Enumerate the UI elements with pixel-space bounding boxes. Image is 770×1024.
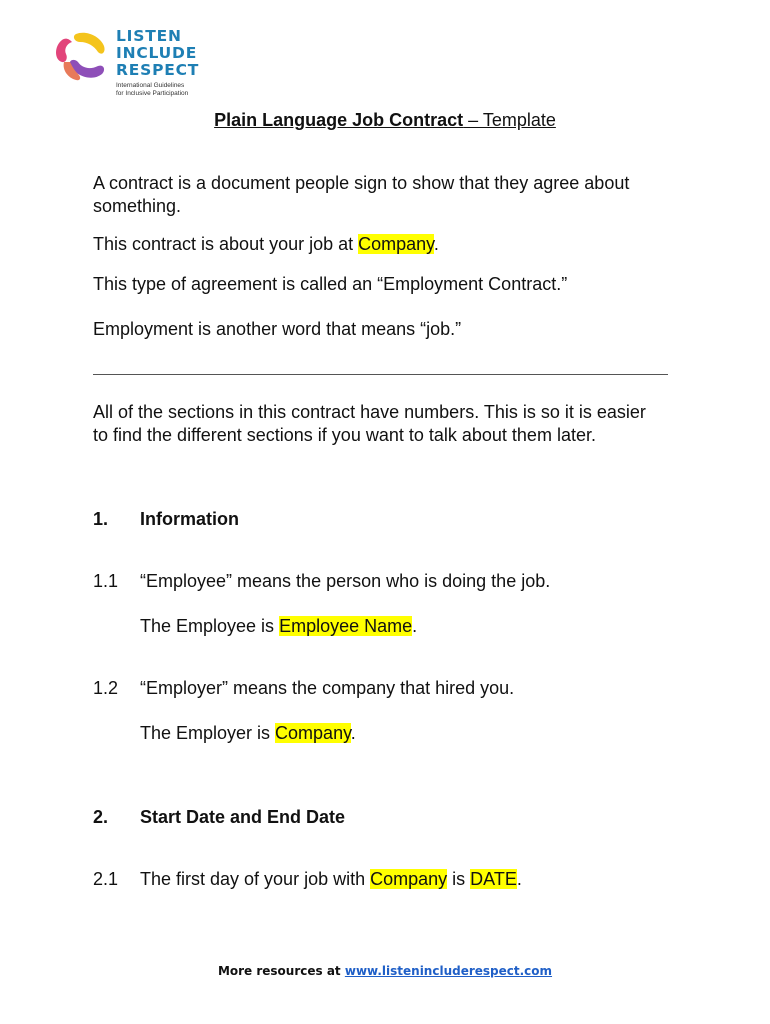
tagline-line-2: for Inclusive Participation xyxy=(116,89,189,97)
logo-tagline xyxy=(116,82,216,97)
date-placeholder: DATE xyxy=(470,869,517,889)
intro-p2-end: . xyxy=(433,234,439,254)
section-1-2-text: “Employer” means the company that hired you. xyxy=(140,678,515,698)
employee-end: . xyxy=(412,616,418,636)
logo xyxy=(52,28,212,100)
employee-name-placeholder: Employee Name xyxy=(279,616,413,636)
section-2-1-text xyxy=(140,868,700,891)
section-1-1-sub xyxy=(140,615,700,638)
section-2-heading: Start Date and End Date xyxy=(140,807,346,827)
sections-note: All of the sections in this contract have numbers. This is so it is easier to find the different sections if you want to talk about them later. xyxy=(93,402,646,445)
employer-company-placeholder: Company xyxy=(275,723,351,743)
section-1-1-number: 1.1 xyxy=(93,571,119,591)
footer-text: More resources at xyxy=(217,964,345,978)
title-rest: – Template xyxy=(463,110,556,130)
section-2-number: 2. xyxy=(93,807,109,827)
intro-p2-text: This contract is about your job at xyxy=(93,234,359,254)
section-1-2-sub xyxy=(140,722,700,745)
intro-paragraph-3: This type of agreement is called an “Employment Contract.” xyxy=(93,274,568,294)
tagline-line-1: International Guidelines xyxy=(116,82,185,89)
employee-is-text: The Employee is xyxy=(140,616,280,636)
company-placeholder: Company xyxy=(358,234,434,254)
employer-end: . xyxy=(350,723,356,743)
footer-link[interactable]: www.listenincluderespect.com xyxy=(344,964,553,978)
title-bold: Plain Language Job Contract xyxy=(214,110,464,130)
section-2-1-number: 2.1 xyxy=(93,869,119,889)
footer xyxy=(0,964,770,978)
brand-line-2: INCLUDE xyxy=(116,44,198,62)
start-is-text: is xyxy=(447,869,471,889)
section-1-heading: Information xyxy=(140,509,239,529)
intro-paragraph-2 xyxy=(93,233,683,256)
start-company-placeholder: Company xyxy=(370,869,448,889)
page-title xyxy=(0,110,770,131)
start-date-text: The first day of your job with xyxy=(140,869,371,889)
start-end: . xyxy=(516,869,522,889)
brand-line-1: LISTEN xyxy=(116,27,182,45)
intro-paragraph-1: A contract is a document people sign to show that they agree about something. xyxy=(93,173,630,216)
brand-line-3: RESPECT xyxy=(116,61,200,79)
divider-line xyxy=(93,374,668,375)
colorful-swirl-logo-icon xyxy=(52,32,110,84)
section-1-2-number: 1.2 xyxy=(93,678,119,698)
intro-paragraph-4: Employment is another word that means “job.” xyxy=(93,319,462,339)
section-1-number: 1. xyxy=(93,509,109,529)
section-1-1-text: “Employee” means the person who is doing the job. xyxy=(140,571,551,591)
employer-is-text: The Employer is xyxy=(140,723,276,743)
